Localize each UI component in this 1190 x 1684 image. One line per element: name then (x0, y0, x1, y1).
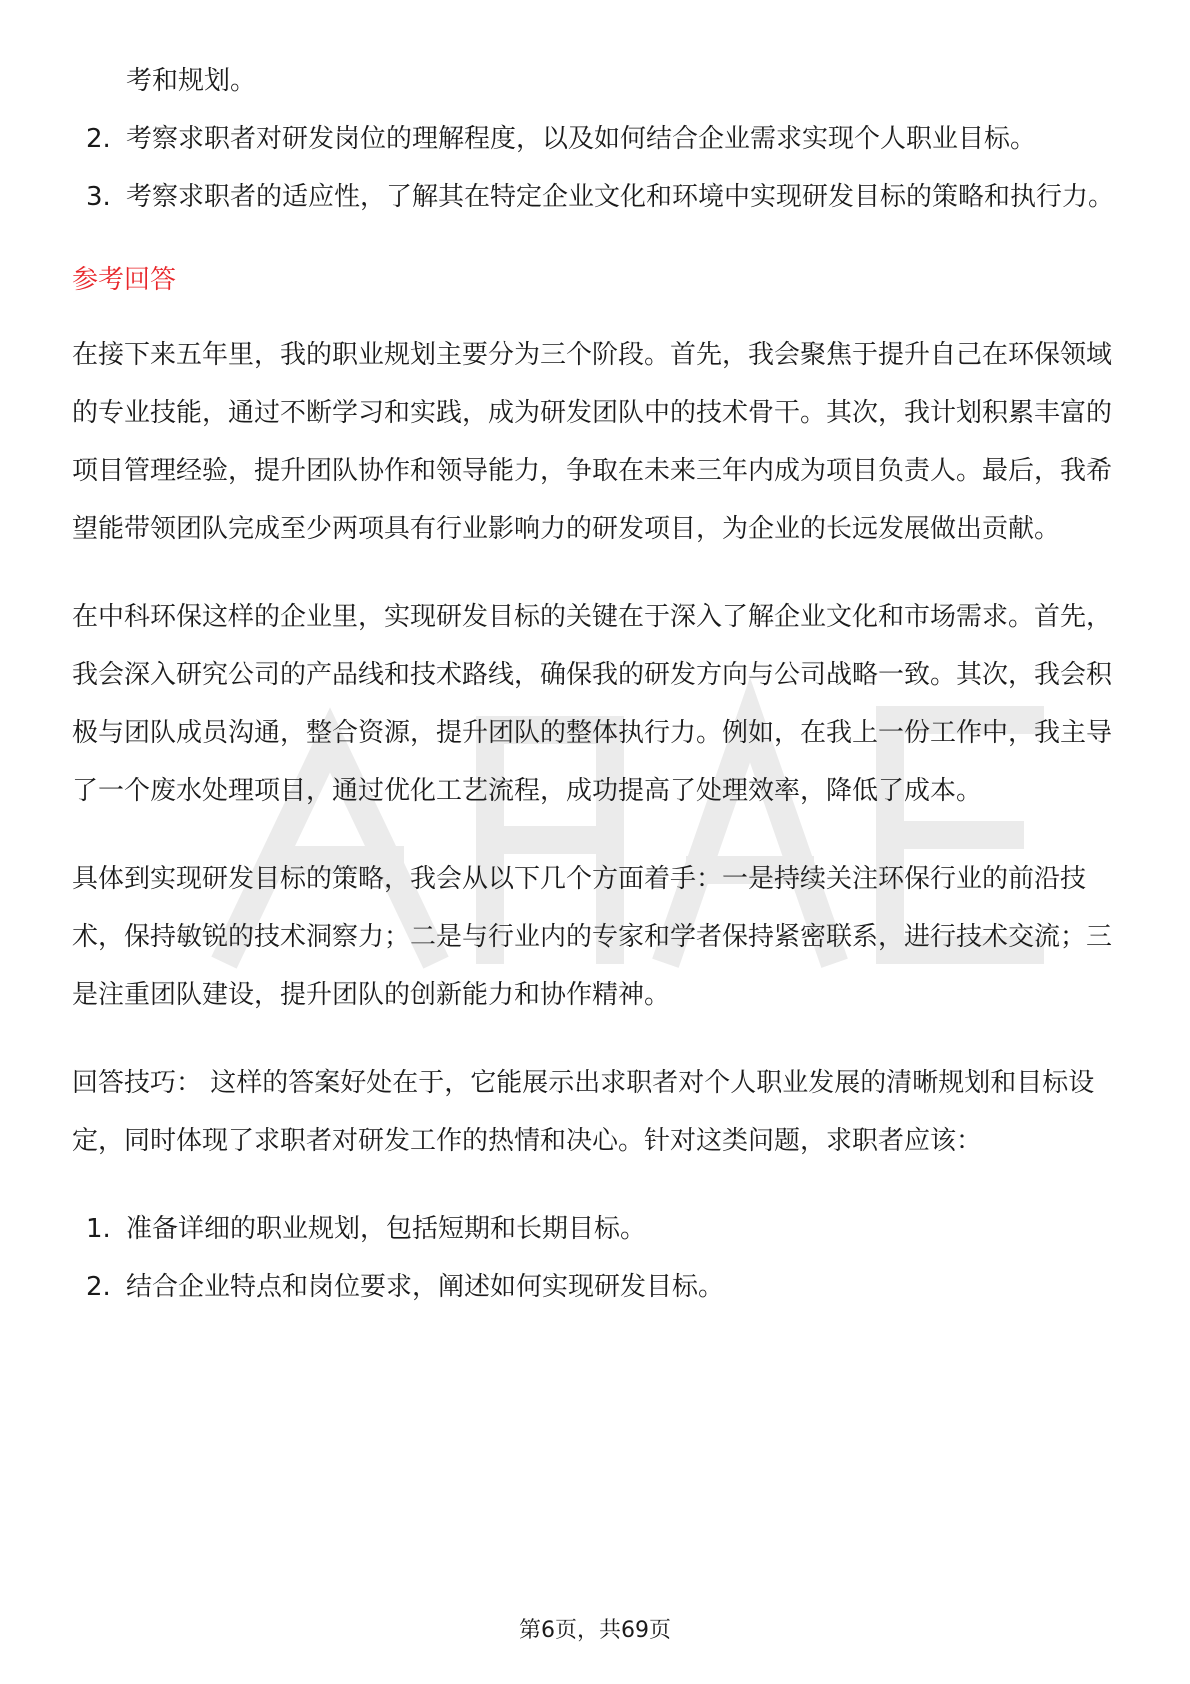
list-text: 考察求职者的适应性，了解其在特定企业文化和环境中实现研发目标的策略和执行力。 (126, 182, 1115, 212)
list-number: 1. (86, 1214, 111, 1244)
page-footer: 第6页，共69页 (519, 1618, 671, 1643)
list-number: 2. (86, 124, 111, 154)
list-item (72, 1258, 1132, 1316)
list-number: 2. (86, 1272, 111, 1302)
top-list (72, 52, 1132, 226)
list-item (72, 1200, 1132, 1258)
paragraph: 在中科环保这样的企业里，实现研发目标的关键在于深入了解企业文化和市场需求。首先，我会深入研究公司的产品线和技术路线，确保我的研发方向与公司战略一致。其次，我会积极与团队成员沟通，整合资源，提升团队的整体执行力。例如，在我上一份工作中，我主导了一个废水处理项目，通过优化工艺流程，成功提高了处理效率，降低了成本。 (72, 602, 1113, 806)
list-number: 3. (86, 182, 111, 212)
list-text: 准备详细的职业规划，包括短期和长期目标。 (126, 1214, 647, 1244)
bottom-list (72, 1200, 1132, 1316)
list-item (72, 110, 1132, 168)
list-text: 考察求职者对研发岗位的理解程度，以及如何结合企业需求实现个人职业目标。 (126, 124, 1037, 154)
list-continuation: 考和规划。 (126, 66, 257, 96)
paragraph: 具体到实现研发目标的策略，我会从以下几个方面着手：一是持续关注环保行业的前沿技术，保持敏锐的技术洞察力；二是与行业内的专家和学者保持紧密联系，进行技术交流；三是注重团队建设，提升团队的创新能力和协作精神。 (72, 864, 1113, 1010)
paragraph: 在接下来五年里，我的职业规划主要分为三个阶段。首先，我会聚焦于提升自己在环保领域的专业技能，通过不断学习和实践，成为研发团队中的技术骨干。其次，我计划积累丰富的项目管理经验，提升团队协作和领导能力，争取在未来三年内成为项目负责人。最后，我希望能带领团队完成至少两项具有行业影响力的研发项目，为企业的长远发展做出贡献。 (72, 340, 1113, 544)
list-item (72, 168, 1132, 226)
document-page (72, 52, 1132, 1316)
paragraph: 回答技巧： 这样的答案好处在于，它能展示出求职者对个人职业发展的清晰规划和目标设定，同时体现了求职者对研发工作的热情和决心。针对这类问题，求职者应该： (72, 1068, 1095, 1156)
list-text: 结合企业特点和岗位要求，阐述如何实现研发目标。 (126, 1272, 725, 1302)
section-title: 参考回答 (72, 265, 177, 295)
